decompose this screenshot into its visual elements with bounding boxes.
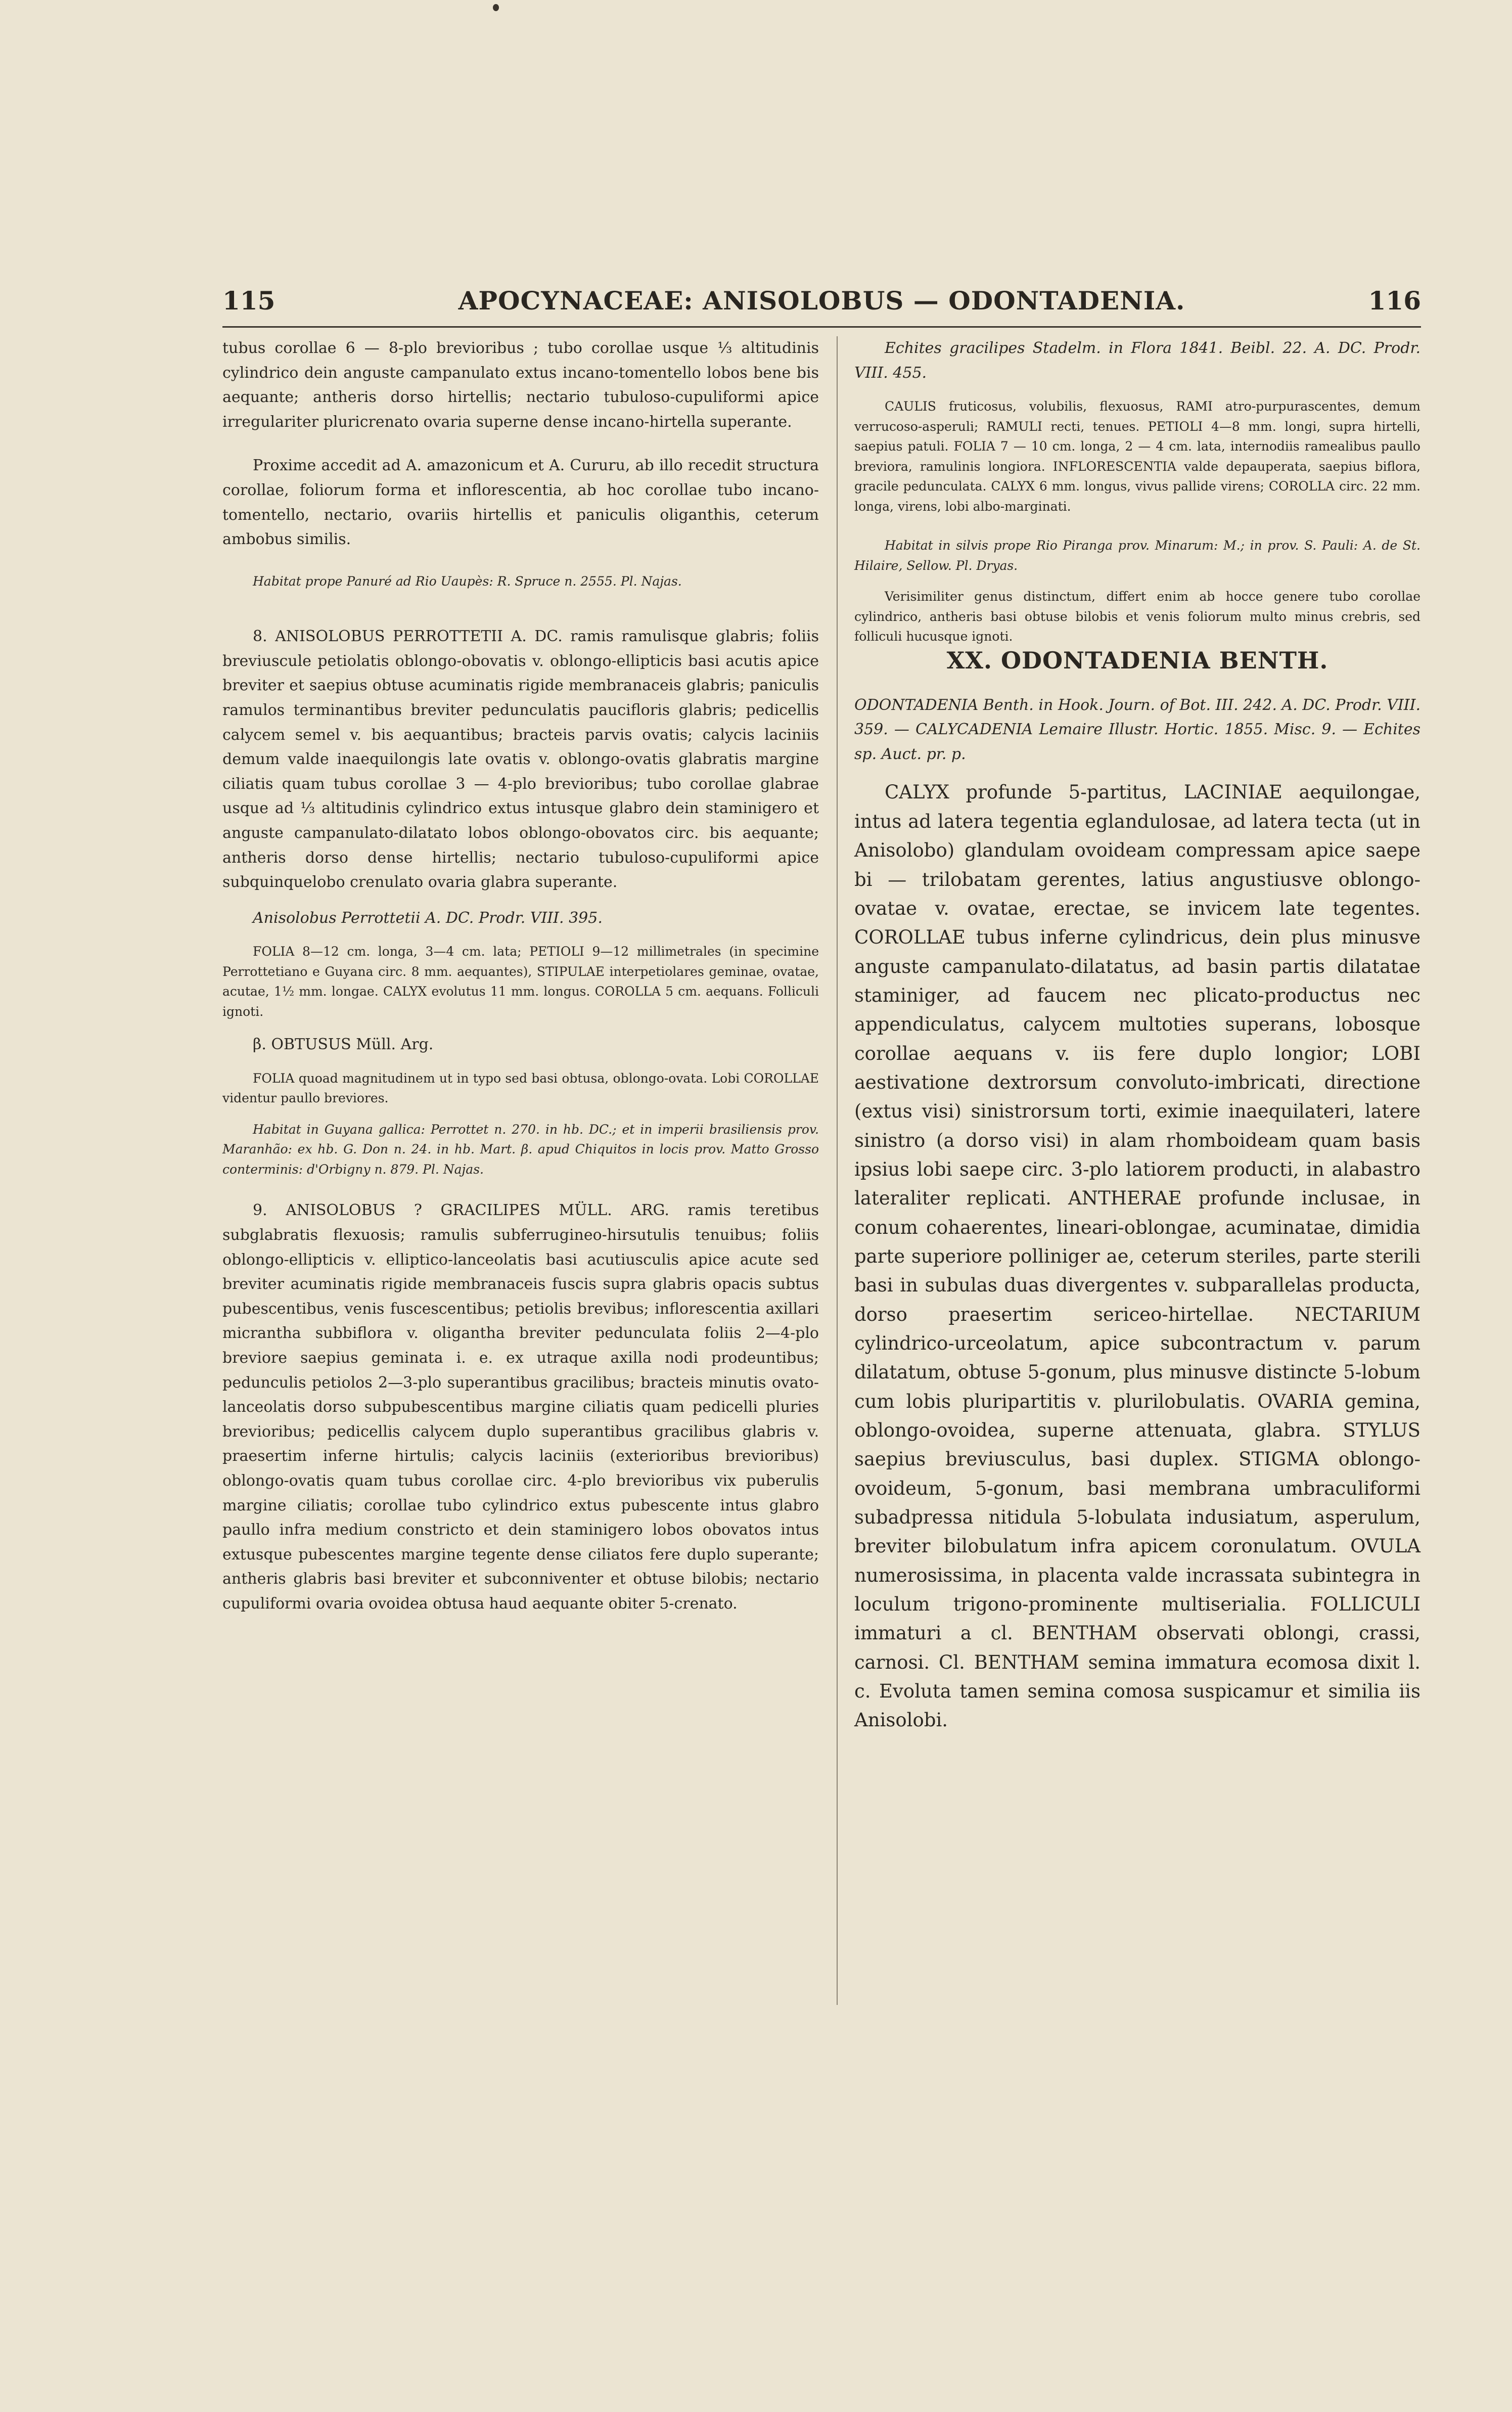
left-column <box>222 336 819 1617</box>
column-divider <box>837 336 838 2005</box>
right-column-paragraph-1: Echites gracilipes Stadelm. in Flora 1841. Beibl. 22. A. DC. Prodr. VIII. 455. <box>854 339 1421 382</box>
running-title: APOCYNACEAE: ANISOLOBUS — ODONTADENIA. <box>458 286 1185 316</box>
right-column-paragraph-4: Verisimiliter genus distinctum, differt enim ab hocce genere tubo corollae cylindrico, antheris basi obtuse bilobis et venis foliorum multo minus crebris, sed folliculi hucusque ignoti. <box>854 589 1421 644</box>
left-column-paragraph-6: FOLIA 8—12 cm. longa, 3—4 cm. lata; PETIOLI 9—12 millimetrales (in specimine Perrottetiano e Guyana circ. 8 mm. aequantes), STIPULAE interpetiolares geminae, ovatae, acutae, 1½ mm. longae. CALYX evolutus 11 mm. longus. COROLLA 5 cm. aequans. Folliculi ignoti. <box>222 944 819 1019</box>
right-column-paragraph-7: CALYX profunde 5-partitus, LACINIAE aequilongae, intus ad latera tegentia eglandulosae, ad latera tecta (ut in Anisolobo) glandulam ovoideam compressam apice saepe bi — trilobatam gerentes, latius angustiusve oblongo-ovatae v. ovatae, erectae, se invicem late tegentes. COROLLAE tubus inferne cylindricus, dein plus minusve anguste campanulato-dilatatus, ad basin partis dilatatae staminiger, ad faucem nec plicato-productus nec appendiculatus, calycem multoties superans, lobosque corollae aequans v. iis fere duplo longior; LOBI aestivatione dextrorsum convoluto-imbricati, directione (extus visi) sinistrorsum torti, eximie inaequilateri, latere sinistro (a dorso visi) in alam rhomboideam quam basis ipsius lobi saepe circ. 3-plo latiorem producti, in alabastro lateraliter replicati. ANTHERAE profunde inclusae, in conum cohaerentes, lineari-oblongae, acuminatae, dimidia parte superiore polliniger ae, ceterum steriles, parte sterili basi in subulas duas divergentes v. subparallelas producta, dorso praesertim sericeo-hirtellae. NECTARIUM cylindrico-urceolatum, apice subcontractum v. parum dilatatum, obtuse 5-gonum, plus minusve distincte 5-lobum cum lobis pluripartitis v. plurilobulatis. OVARIA gemina, oblongo-ovoidea, superne attenuata, glabra. STYLUS saepius breviusculus, basi duplex. STIGMA oblongo-ovoideum, 5-gonum, basi membrana umbraculiformi subadpressa nitidula 5-lobulata indusiatum, asperulum, breviter bilobulatum infra apicem coronulatum. OVULA numerosissima, in placenta valde incrassata subintegra in loculum trigono-prominente multiserialia. FOLLICULI immaturi a cl. BENTHAM observati oblongi, crassi, carnosi. Cl. BENTHAM semina immatura ecomosa dixit l. c. Evoluta tamen semina comosa suspicamur et similia iis Anisolobi. <box>854 781 1421 1731</box>
left-column-paragraph-4: 8. ANISOLOBUS PERROTTETII A. DC. ramis ramulisque glabris; foliis breviuscule petiolatis oblongo-obovatis v. oblongo-ellipticis basi acutis apice breviter et saepius obtuse acuminatis rigide membranaceis glabris; paniculis ramulos terminantibus breviter pedunculatis paucifloris glabris; pedicellis calycem semel v. bis aequantibus; bracteis parvis ovatis; calycis laciniis demum valde inaequilongis late ovatis v. oblongo-ovatis glabratis margine ciliatis quam tubus corollae 3 — 4-plo brevioribus; tubo corollae glabrae usque ad ⅓ altitudinis cylindrico extus intusque glabro dein staminigero et anguste campanulato-dilatato lobos oblongo-obovatos circ. bis aequante; antheris dorso dense hirtellis; nectario tubuloso-cupuliformi apice subquinquelobo crenulato ovaria glabra superante. <box>222 628 819 891</box>
right-column-paragraph-3: Habitat in silvis prope Rio Piranga prov. Minarum: M.; in prov. S. Pauli: A. de St. Hilaire, Sellow. Pl. Dryas. <box>854 538 1421 573</box>
left-column-paragraph-2: Proxime accedit ad A. amazonicum et A. Cururu, ab illo recedit structura corollae, foliorum forma et inflorescentia, ab hoc corollae tubo incano-tomentello, nectario, ovariis hirtellis et paniculis oliganthis, ceterum ambobus similis. <box>222 457 819 549</box>
left-column-paragraph-10: 9. ANISOLOBUS ? GRACILIPES MÜLL. ARG. ramis teretibus subglabratis flexuosis; ramulis subferrugineo-hirsutulis tenuibus; foliis oblongo-ellipticis v. elliptico-lanceolatis basi acutiusculis apice acute sed breviter acuminatis rigide membranaceis fuscis supra glabris opacis subtus pubescentibus, venis fuscescentibus; petiolis brevibus; inflorescentia axillari micrantha subbiflora v. oligantha breviter pedunculata foliis 2—4-plo breviore saepius geminata i. e. ex utraque axilla nodi prodeuntibus; pedunculis petiolos 2—3-plo superantibus gracilibus; bracteis minutis ovato-lanceolatis dorso subpubescentibus margine ciliatis quam pedicelli pluries brevioribus; pedicellis calycem duplo superantibus gracilibus glabris v. praesertim inferne hirtulis; calycis laciniis (exterioribus brevioribus) oblongo-ovatis quam tubus corollae circ. 4-plo brevioribus vix puberulis margine ciliatis; corollae tubo cylindrico extus pubescente intus glabro paullo infra medium constricto et dein staminigero lobos obovatos intus extusque pubescentes margine tegente dense ciliatos fere duplo superante; antheris glabris basi breviter et subconniventer et obtuse bilobis; nectario cupuliformi ovaria ovoidea obtusa haud aequante obiter 5-crenato. <box>222 1201 819 1613</box>
page-number-left: 115 <box>222 286 276 316</box>
right-column-paragraph-2: CAULIS fruticosus, volubilis, flexuosus, RAMI atro-purpurascentes, demum verrucoso-asperuli; RAMULI recti, tenues. PETIOLI 4—8 mm. longi, supra hirtelli, saepius patuli. FOLIA 7 — 10 cm. longa, 2 — 4 cm. lata, internodiis ramealibus paullo breviora, ramulinis longiora. INFLORESCENTIA valde depauperata, saepius biflora, gracile pedunculata. CALYX 6 mm. longus, vivus pallide virens; COROLLA circ. 22 mm. longa, virens, lobi albo-marginati. <box>854 399 1421 514</box>
left-column-paragraph-3: Habitat prope Panuré ad Rio Uaupès: R. Spruce n. 2555. Pl. Najas. <box>253 573 682 589</box>
page-number-right: 116 <box>1368 286 1421 316</box>
left-column-paragraph-5: Anisolobus Perrottetii A. DC. Prodr. VIII. 395. <box>253 909 603 927</box>
left-column-paragraph-9: Habitat in Guyana gallica: Perrottet n. 270. in hb. DC.; et in imperii brasiliensis prov. Maranhão: ex hb. G. Don n. 24. in hb. Mart. β. apud Chiquitos in locis prov. Matto Grosso conterminis: d'Orbigny n. 879. Pl. Najas. <box>222 1122 819 1177</box>
left-column-paragraph-7: β. OBTUSUS Müll. Arg. <box>253 1036 434 1054</box>
running-head <box>222 286 1421 328</box>
ink-spot <box>493 4 499 11</box>
left-column-paragraph-1: tubus corollae 6 — 8-plo brevioribus ; tubo corollae usque ⅓ altitudinis cylindrico dein anguste campanulato extus incano-tomentello lobos bene bis aequante; antheris dorso hirtellis; nectario tubuloso-cupuliformi apice irregulariter pluricrenato ovaria superne dense incano-hirtella superante. <box>222 339 819 431</box>
right-column-paragraph-6: ODONTADENIA Benth. in Hook. Journ. of Bot. III. 242. A. DC. Prodr. VIII. 359. — CALYCADENIA Lemaire Illustr. Hortic. 1855. Misc. 9. — Echites sp. Auct. pr. p. <box>854 696 1421 763</box>
right-column-paragraph-5: XX. ODONTADENIA BENTH. <box>946 646 1328 674</box>
right-column <box>854 336 1421 1735</box>
left-column-paragraph-8: FOLIA quoad magnitudinem ut in typo sed basi obtusa, oblongo-ovata. Lobi COROLLAE videntur paullo breviores. <box>222 1070 819 1106</box>
